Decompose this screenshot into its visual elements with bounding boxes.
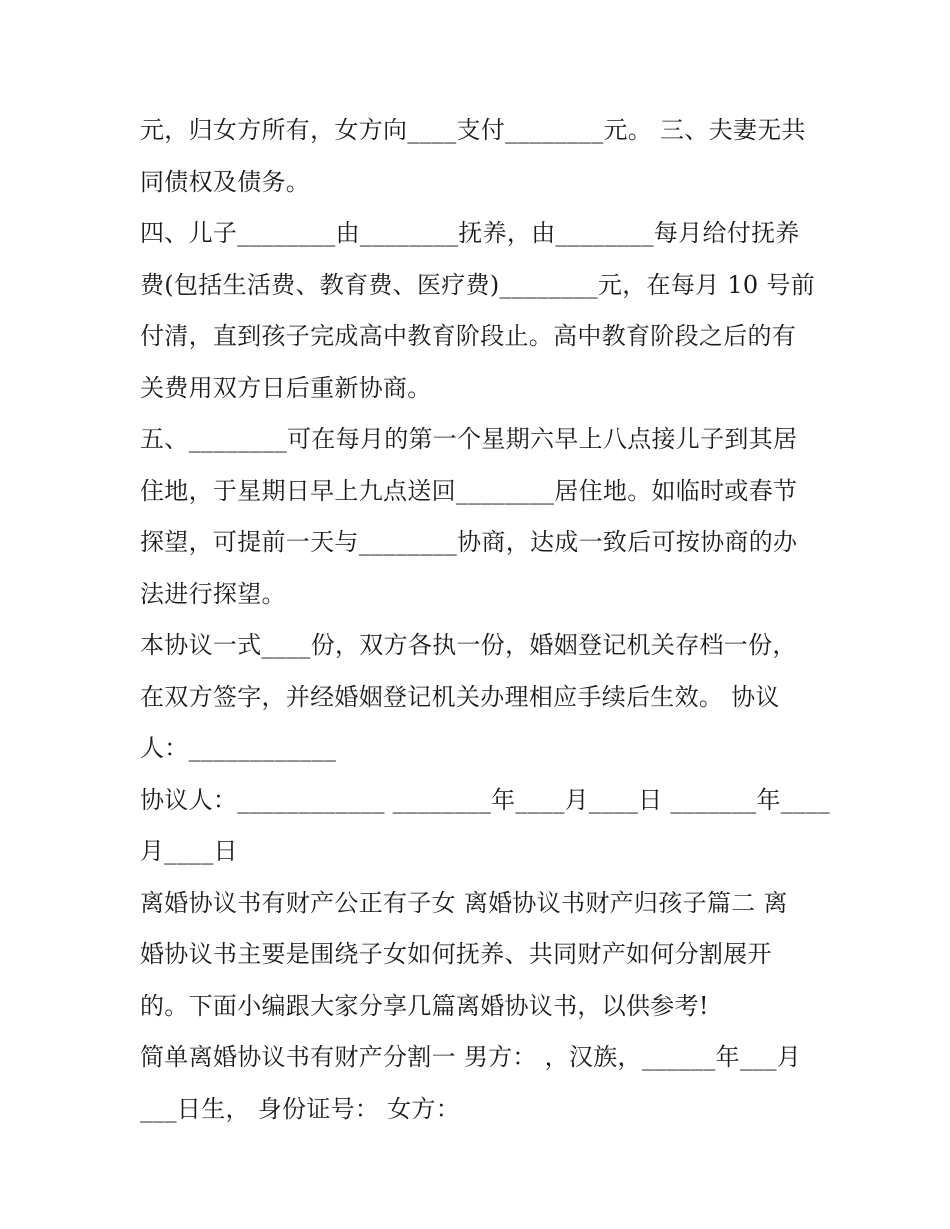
text-line: 离婚协议书有财产公正有子女 离婚协议书财产归孩子篇二 离 [140,888,788,917]
text-line: 人：____________ [140,734,337,762]
text-line: 月____日 [140,837,238,865]
text-line: 付清，直到孩子完成高中教育阶段止。高中教育阶段之后的有 [140,322,797,350]
text-line: 元，归女方所有，女方向____支付________元。 三、夫妻无共 [140,116,806,144]
text-line: 五、________可在每月的第一个星期六早上八点接儿子到其居 [140,425,798,453]
text-line: 费(包括生活费、教育费、医疗费)________元，在每月 10 号前 [140,270,816,299]
text-line: 同债权及债务。 [140,167,311,196]
text-line: 关费用双方日后重新协商。 [140,373,432,402]
text-line: 法进行探望。 [140,579,286,608]
text-line: 探望，可提前一天与________协商，达成一致后可按协商的办 [140,528,798,556]
text-line: 简单离婚协议书有财产分割一 男方： ，汉族，______年___月 [140,1043,802,1071]
text-line: 住地，于星期日早上九点送回________居住地。如临时或春节 [140,476,798,505]
text-line: 本协议一式____份，双方各执一份，婚姻登记机关存档一份， [140,631,797,659]
text-line: 在双方签字，并经婚姻登记机关办理相应手续后生效。 协议 [140,682,780,711]
text-line: 的。下面小编跟大家分享几篇离婚协议书，以供参考! [140,991,709,1020]
text-line: ___日生， 身份证号： 女方： [140,1094,461,1123]
text-line: 协议人：____________ ________年____月____日 _______年____ [140,785,830,814]
text-line: 婚协议书主要是围绕子女如何抚养、共同财产如何分割展开 [140,940,772,968]
text-line: 四、儿子________由________抚养，由________每月给付抚养 [140,219,800,247]
document-body [140,105,830,1135]
